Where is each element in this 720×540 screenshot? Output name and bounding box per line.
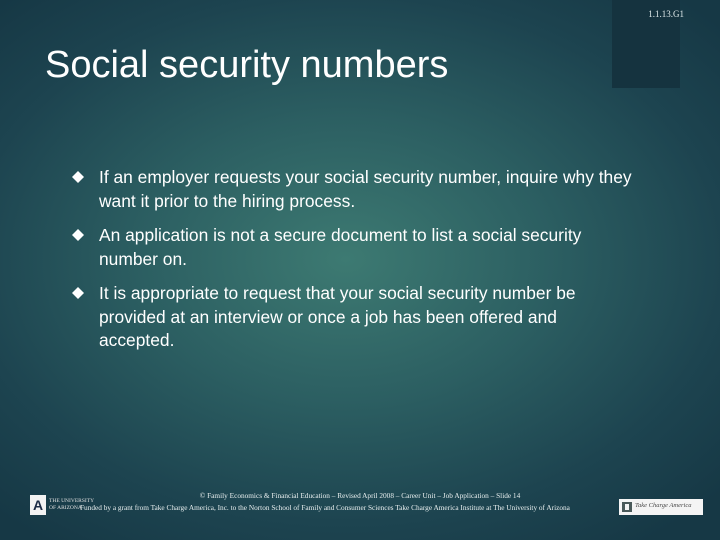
bullet-item — [72, 166, 632, 213]
bullet-text: An application is not a secure document to list a social security number on. — [99, 225, 582, 269]
bullet-item — [72, 224, 632, 271]
diamond-bullet-icon — [72, 229, 84, 241]
university-logo-letter: A — [32, 497, 44, 513]
bullet-text: If an employer requests your social security number, inquire why they want it prior to the hiring process. — [99, 167, 632, 211]
slide-title: Social security numbers — [45, 44, 449, 86]
footer-credit: © Family Economics & Financial Education – Revised April 2008 – Career Unit – Job Application – Slide 14 — [199, 491, 521, 500]
tca-logo-icon — [622, 502, 632, 512]
take-charge-america-logo — [619, 499, 703, 515]
footer-funding: Funded by a grant from Take Charge America, Inc. to the Norton School of Family and Consumer Sciences Take Charge America Institute at The University of Arizona — [80, 503, 570, 512]
university-logo-line2: OF ARIZONA — [49, 505, 82, 511]
diamond-bullet-icon — [72, 171, 84, 183]
bullet-list — [72, 166, 632, 364]
bullet-text: It is appropriate to request that your social security number be provided at an interview or once a job has been offered and accepted. — [99, 283, 576, 350]
tca-logo-text: Take Charge America — [635, 502, 692, 509]
bullet-item — [72, 282, 632, 353]
university-logo-line1: THE UNIVERSITY — [49, 498, 95, 504]
slide-footer — [0, 490, 720, 520]
slide-code: 1.1.13.G1 — [648, 9, 684, 19]
diamond-bullet-icon — [72, 287, 84, 299]
